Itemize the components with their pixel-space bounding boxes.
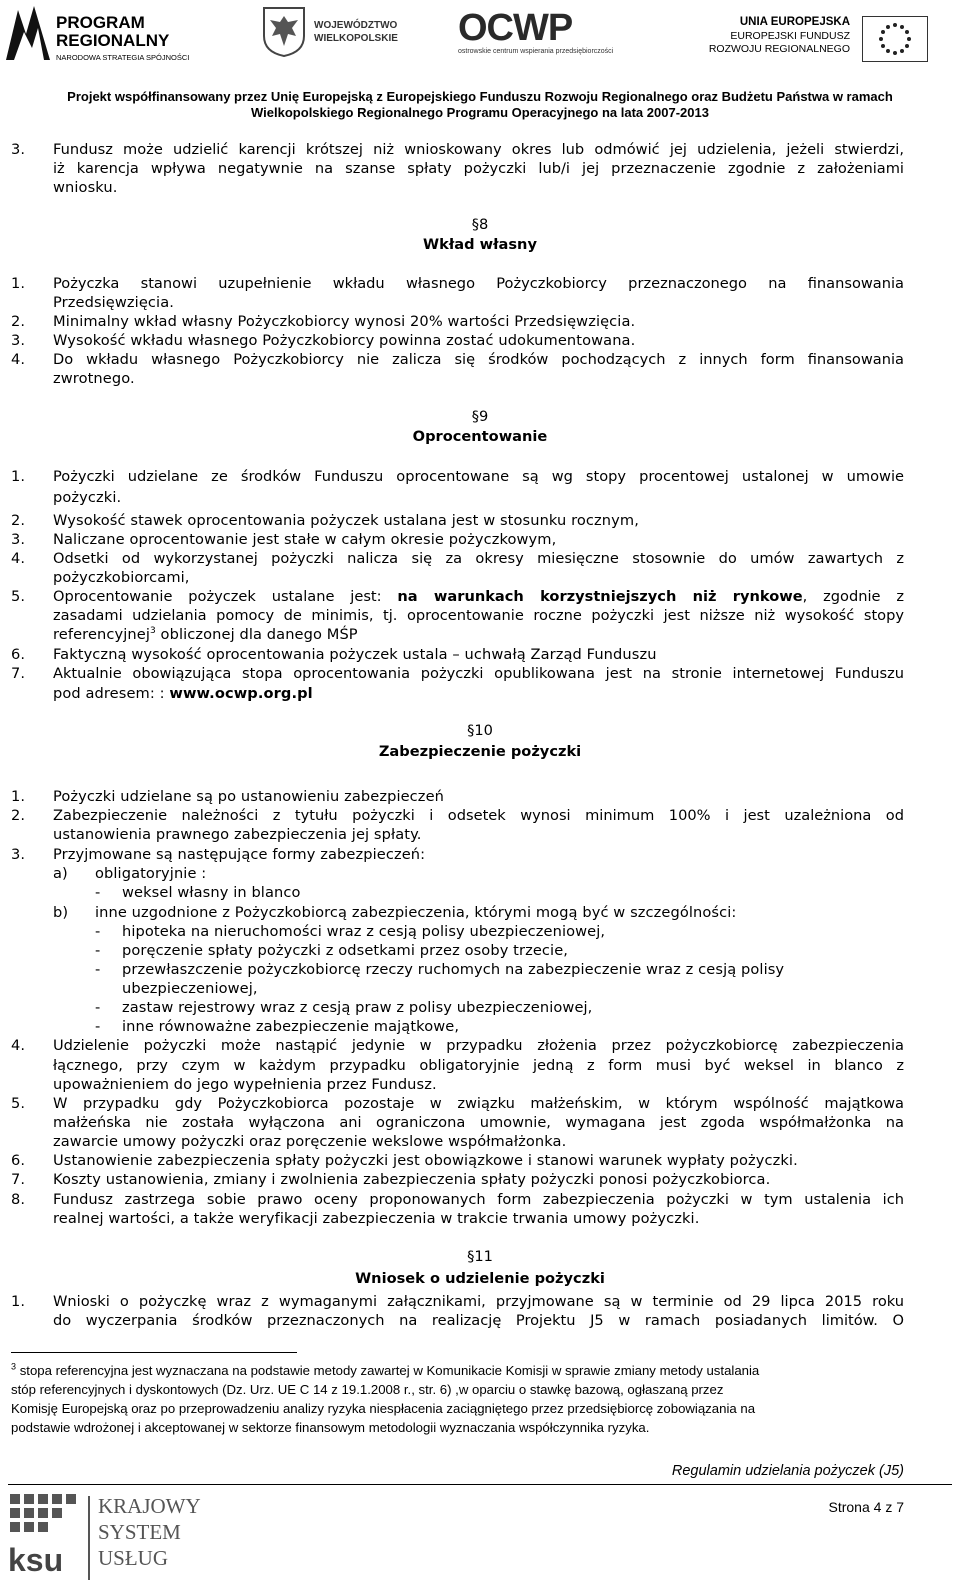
section-number: §11: [467, 1248, 493, 1265]
paragraph-line: iż karencja wpływa negatywnie na szanse spłaty pożyczki lub/i jej przeznaczenie zgodnie z założeniami: [53, 160, 904, 177]
footnote-line: [11, 1361, 759, 1380]
bullet-dash: -: [95, 884, 101, 901]
paragraph-line: Minimalny wkład własny Pożyczkobiorcy wynosi 20% wartości Przedsięwzięcia.: [53, 313, 636, 330]
paragraph-line: zasadami udzielania pomocy de minimis, tj. oprocentowanie roczne pożyczki jest niższe niż wysokość stopy: [53, 607, 904, 624]
bullet-dash: -: [95, 999, 101, 1016]
paragraph-line: Odsetki od wykorzystanej pożyczki nalicza się za okresy miesięczne stosownie do umów zawartych z: [53, 550, 904, 567]
item-number: 3.: [11, 141, 26, 158]
website-link[interactable]: www.ocwp.org.pl: [169, 685, 313, 702]
paragraph-line: hipoteka na nieruchomości wraz z cesją polisy ubezpieczeniowej,: [122, 923, 606, 940]
paragraph-line: Fundusz może udzielić karencji krótszej niż wnioskowany okres lub odmówić jej udzielenia, jeżeli stwierdzi,: [53, 141, 904, 158]
paragraph-line: Wysokość wkładu własnego Pożyczkobiorcy powinna zostać udokumentowana.: [53, 332, 636, 349]
item-number: 3.: [11, 332, 26, 349]
bullet-dash: -: [95, 961, 101, 978]
ocwp-subtitle: ostrowskie centrum wspierania przedsiębiorczości: [458, 48, 614, 55]
ksu-divider: [88, 1496, 90, 1580]
paragraph-line: Pożyczki udzielane ze środków Funduszu oprocentowane są wg stopy procentowej ustalonej w umowie: [53, 468, 904, 485]
ksu-logotype: ksu: [8, 1542, 64, 1578]
item-number: 2.: [11, 512, 26, 529]
section-number: §8: [471, 216, 489, 233]
footnote-separator: [11, 1352, 297, 1353]
item-number: 4.: [11, 351, 26, 368]
paragraph-line: zastaw rejestrowy wraz z cesją praw z polisy ubezpieczeniowej,: [122, 999, 593, 1016]
item-number: 4.: [11, 1037, 26, 1054]
bullet-dash: -: [95, 942, 101, 959]
paragraph-line: ustanowienia prawnego zabezpieczenia jej spłaty.: [53, 826, 422, 843]
ksu-title-3: USŁUG: [98, 1546, 169, 1570]
item-number: 6.: [11, 646, 26, 663]
document-title: Regulamin udzielania pożyczek (J5): [671, 1463, 904, 1479]
footnote-mark: 3: [11, 1361, 17, 1372]
paragraph-line: Ustanowienie zabezpieczenia spłaty pożyczki jest obowiązkowe i stanowi warunek wypłaty pożyczki.: [53, 1152, 798, 1169]
paragraph-line: weksel własny in blanco: [122, 884, 301, 901]
ksu-logo: [8, 1492, 218, 1584]
bullet-dash: -: [95, 1018, 101, 1035]
paragraph-line: Pożyczki udzielane są po ustanowieniu zabezpieczeń: [53, 788, 444, 805]
eagle-crest-icon: [262, 6, 306, 58]
item-number: 6.: [11, 1152, 26, 1169]
program-subtitle: NARODOWA STRATEGIA SPÓJNOŚCI: [56, 53, 190, 62]
paragraph-line: przewłaszczenie pożyczkobiorcę rzeczy ruchomych na zabezpieczenie wraz z cesją polisy: [122, 961, 785, 978]
sub-item-letter: a): [53, 865, 68, 882]
paragraph-line: poręczenie spłaty pożyczki z odsetkami przez osoby trzecie,: [122, 942, 569, 959]
paragraph-line: wniosku.: [53, 179, 118, 196]
section-number: §9: [471, 408, 489, 425]
paragraph-line: Udzielenie pożyczki może nastąpić jedynie w przypadku złożenia przez pożyczkobiorcę zabezpieczenia: [53, 1037, 904, 1054]
ksu-emblem-icon: [8, 1492, 84, 1546]
emphasis-text: na warunkach korzystniejszych niż rynkowe: [397, 588, 803, 605]
paragraph-line: Naliczane oprocentowanie jest stałe w całym okresie pożyczkowym,: [53, 531, 557, 548]
section-number: §10: [467, 722, 493, 739]
program-title-2: REGIONALNY: [56, 31, 170, 50]
item-number: 2.: [11, 807, 26, 824]
footnote-reference: 3: [149, 626, 156, 637]
paragraph-line: Przyjmowane są następujące formy zabezpieczeń:: [53, 846, 426, 863]
paragraph-text: Oprocentowanie pożyczek ustalane jest:: [53, 588, 398, 605]
item-number: 3.: [11, 531, 26, 548]
ksu-title-1: KRAJOWY: [98, 1494, 201, 1518]
item-number: 5.: [11, 1095, 26, 1112]
paragraph-line: Wnioski o pożyczkę wraz z wymaganymi załącznikami, przyjmowane są w terminie od 29 lipca 2015 roku: [53, 1293, 904, 1310]
paragraph-text: obliczonej dla danego MŚP: [155, 626, 358, 643]
paragraph-line: do wyczerpania środków przeznaczonych na realizację Projektu J5 w ramach posiadanych limitów. O: [53, 1312, 904, 1329]
item-number: 8.: [11, 1191, 26, 1208]
ocwp-logo: [458, 7, 638, 58]
program-regionalny-logo: [4, 4, 204, 64]
woj-title-2: WIELKOPOLSKIE: [314, 33, 398, 44]
item-number: 1.: [11, 275, 26, 292]
item-number: 7.: [11, 665, 26, 682]
item-number: 1.: [11, 468, 26, 485]
paragraph-line: łącznego, przy czym w każdym przypadku obligatoryjnie jedną z form musi być weksel in blanco z: [53, 1057, 904, 1074]
paragraph-line: inne równoważne zabezpieczenie majątkowe,: [122, 1018, 460, 1035]
paragraph-line: Zabezpieczenie należności z tytułu pożyczki i odsetek wynosi minimum 100% i jest uzależniona od: [53, 807, 904, 824]
item-number: 2.: [11, 313, 26, 330]
paragraph-line: [53, 684, 313, 703]
paragraph-line: [53, 625, 358, 644]
section-title: Wniosek o udzielenie pożyczki: [355, 1270, 605, 1287]
item-number: 5.: [11, 588, 26, 605]
paragraph-line: Pożyczka stanowi uzupełnienie wkładu własnego Pożyczkobiorcy przeznaczonego na finansowania: [53, 275, 904, 292]
paragraph-line: inne uzgodnione z Pożyczkobiorcą zabezpieczenia, którymi mogą być w szczególności:: [95, 904, 737, 921]
eu-flag-icon: [862, 16, 928, 62]
item-number: 4.: [11, 550, 26, 567]
item-number: 1.: [11, 788, 26, 805]
footnote-line: podstawie wdrożonej i akceptowanej w sektorze finansowym metodologii wyznaczania współczynnika ryzyka.: [11, 1420, 650, 1435]
eu-logo: [690, 16, 950, 66]
program-title-1: PROGRAM: [56, 13, 145, 32]
eu-title-3: ROZWOJU REGIONALNEGO: [708, 43, 850, 55]
paragraph-line: zwrotnego.: [53, 370, 135, 387]
page-number: Strona 4 z 7: [828, 1499, 904, 1515]
paragraph-text: pod adresem: :: [53, 685, 170, 702]
paragraph-line: W przypadku gdy Pożyczkobiorca pozostaje w związku małżeńskim, w którym wspólność majątkowa: [53, 1095, 904, 1112]
paragraph-line: Wysokość stawek oprocentowania pożyczek ustalana jest w stosunku rocznym,: [53, 512, 639, 529]
paragraph-text: referencyjnej: [53, 626, 150, 643]
section-title: Wkład własny: [423, 236, 537, 253]
woj-title-1: WOJEWÓDZTWO: [314, 20, 398, 31]
footnote-line: Komisję Europejską oraz po przeprowadzeniu analizy ryzyka niespłacenia zaciągniętego przez przedsiębiorcę zobowiązania na: [11, 1401, 756, 1416]
paragraph-line: Faktyczną wysokość oprocentowania pożyczek ustala – uchwałą Zarząd Funduszu: [53, 646, 657, 663]
footnote-text: stopa referencyjna jest wyznaczana na podstawie metody zawartej w Komunikacie Komisji w sprawie zmiany metody ustalania: [19, 1363, 760, 1378]
ocwp-wordmark: OCWP: [458, 7, 573, 49]
paragraph-line: realnej wartości, a także weryfikacji zabezpieczenia w trakcie trwania umowy pożyczki.: [53, 1210, 700, 1227]
eu-title-2: EUROPEJSKI FUNDUSZ: [730, 30, 850, 42]
item-number: 1.: [11, 1293, 26, 1310]
paragraph-line: Fundusz zastrzega sobie prawo oceny proponowanych form zabezpieczenia pożyczki w tym ustalenia ich: [53, 1191, 904, 1208]
eu-title-1: UNIA EUROPEJSKA: [739, 16, 850, 28]
ksu-title-2: SYSTEM: [98, 1520, 181, 1544]
paragraph-line: Do wkładu własnego Pożyczkobiorcy nie zalicza się środków pochodzących z innych form finansowania: [53, 351, 904, 368]
paragraph-line: Koszty ustanowienia, zmiany i zwolnienia zabezpieczenia spłaty pożyczki ponosi pożyczkobiorca.: [53, 1171, 771, 1188]
section-title: Oprocentowanie: [412, 428, 548, 445]
paragraph-line: zawarcie umowy pożyczki oraz poręczenie wekslowe współmałżonka.: [53, 1133, 567, 1150]
paragraph-line: upoważnieniem do jego wypełnienia przez Fundusz.: [53, 1076, 437, 1093]
paragraph-line: pożyczkobiorcami,: [53, 569, 190, 586]
item-number: 3.: [11, 846, 26, 863]
section-title: Zabezpieczenie pożyczki: [378, 743, 582, 760]
item-number: 7.: [11, 1171, 26, 1188]
footnote-line: stóp referencyjnych i dyskontowych (Dz. Urz. UE C 14 z 19.1.2008 r., str. 6) ,w oparciu o stawkę bazową, ogłaszaną przez: [11, 1382, 724, 1397]
paragraph-text: , zgodnie z: [802, 588, 904, 605]
paragraph-line: pożyczki.: [53, 489, 122, 506]
paragraph-line: Aktualnie obowiązująca stopa oprocentowania pożyczki opublikowana jest na stronie internetowej Funduszu: [53, 665, 904, 682]
paragraph-line: Przedsięwzięcia.: [53, 294, 174, 311]
bullet-dash: -: [95, 923, 101, 940]
paragraph-line: małżeńska nie została wyłączona ani ograniczona umownie, wymagana jest zgoda współmałżonka na: [53, 1114, 904, 1131]
wielkopolska-logo: [262, 6, 412, 62]
sub-item-letter: b): [53, 904, 69, 921]
cofinance-line-1: Projekt współfinansowany przez Unię Europejską z Europejskiego Funduszu Rozwoju Regionalnego oraz Budżetu Państwa w ramach: [67, 89, 893, 104]
program-regionalny-icon: [4, 4, 52, 62]
footer-separator: [8, 1484, 952, 1485]
cofinance-line-2: Wielkopolskiego Regionalnego Programu Operacyjnego na lata 2007-2013: [251, 105, 709, 120]
paragraph-line: obligatoryjnie :: [95, 865, 207, 882]
paragraph-line: ubezpieczeniowej,: [122, 980, 258, 997]
paragraph-line: [53, 587, 904, 606]
